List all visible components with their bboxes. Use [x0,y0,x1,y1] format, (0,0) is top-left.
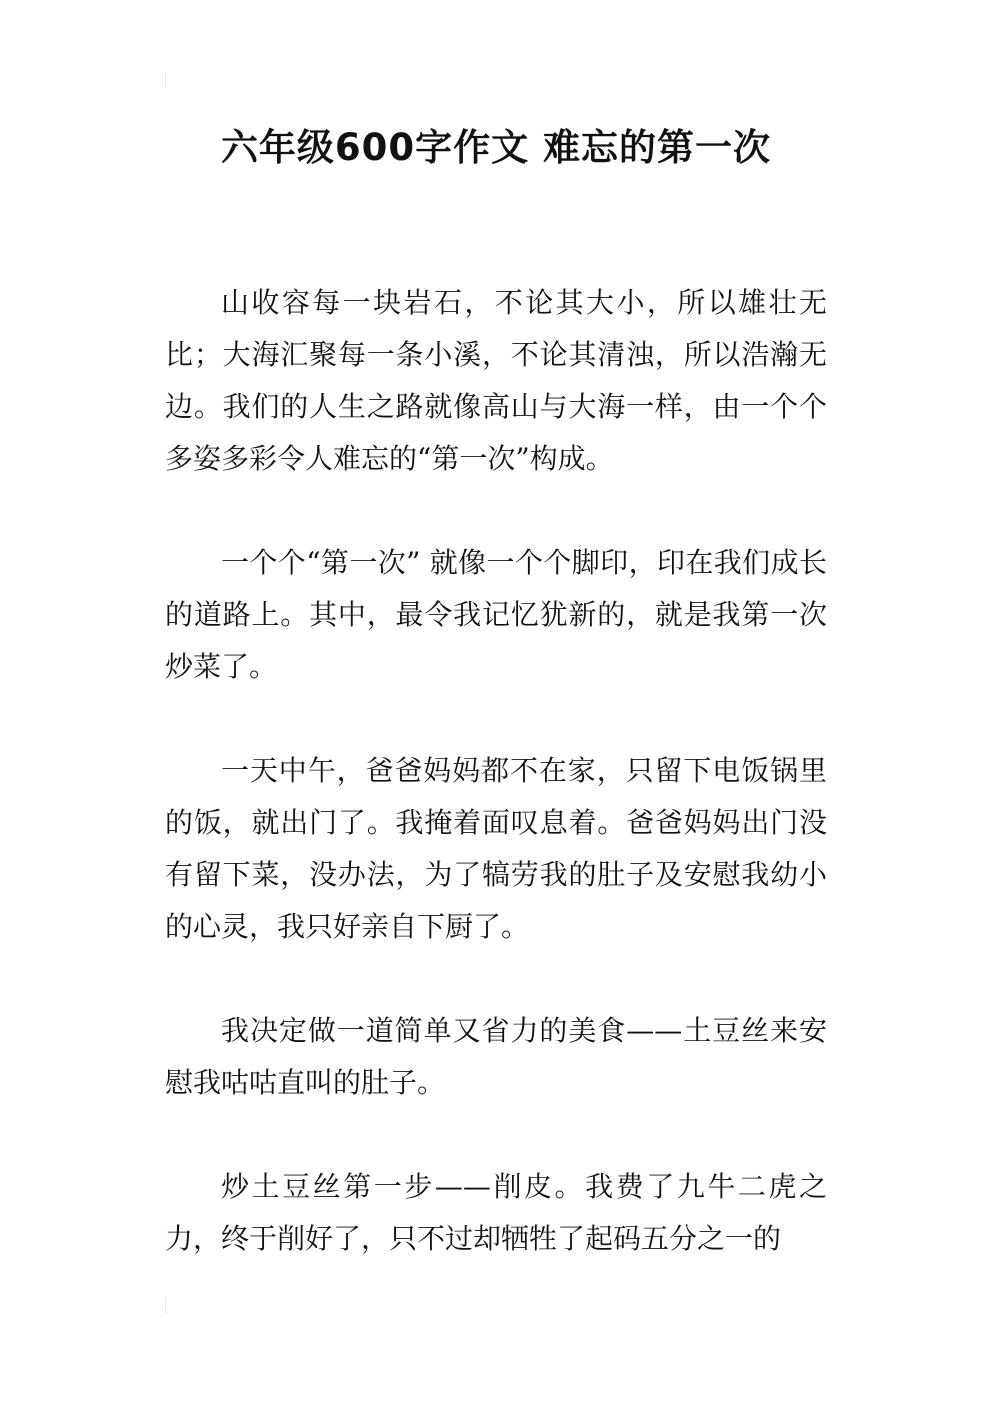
document-title: 六年级600字作文 难忘的第一次 [220,126,772,169]
paragraph-4: 我决定做一道简单又省力的美食——土豆丝来安慰我咕咕直叫的肚子。 [165,1014,827,1099]
paragraph-2: 一个个“第一次” 就像一个个脚印，印在我们成长的道路上。其中，最令我记忆犹新的，就是我第一次炒菜了。 [165,546,827,683]
paragraph-3: 一天中午，爸爸妈妈都不在家，只留下电饭锅里的饭，就出门了。我掩着面叹息着。爸爸妈妈出门没有留下菜，没办法，为了犒劳我的肚子及安慰我幼小的心灵，我只好亲自下厨了。 [165,754,827,943]
paragraph-5: 炒土豆丝第一步——削皮。我费了九牛二虎之力，终于削好了，只不过却牺牲了起码五分之一的 [165,1170,827,1255]
document-body [165,277,827,1317]
paragraph-1: 山收容每一块岩石，不论其大小，所以雄壮无比；大海汇聚每一条小溪，不论其清浊，所以浩瀚无边。我们的人生之路就像高山与大海一样，由一个个多姿多彩令人难忘的“第一次”构成。 [165,286,827,475]
margin-mark-top [165,72,166,88]
